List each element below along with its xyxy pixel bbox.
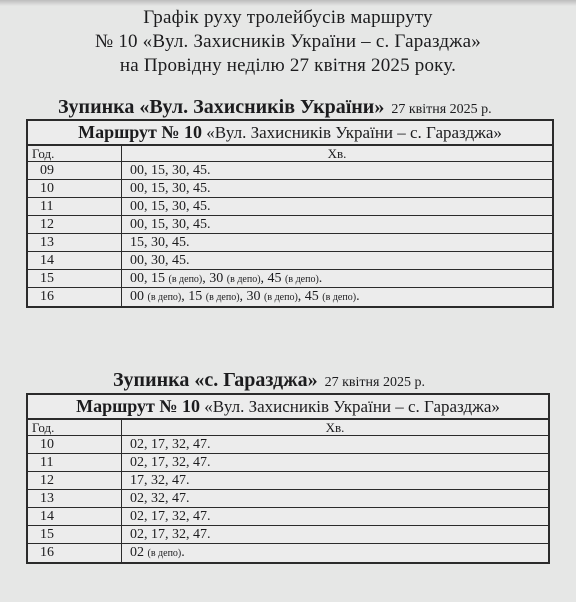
table-row: [28, 234, 552, 252]
hour-cell: 14: [28, 252, 122, 269]
hour-cell: 12: [28, 472, 122, 489]
hour-cell: 14: [28, 508, 122, 525]
table-row: [28, 162, 552, 180]
column-header-hour: Год.: [28, 420, 122, 435]
hour-cell: 10: [28, 180, 122, 197]
table-row: [28, 526, 548, 544]
table-row: [28, 490, 548, 508]
minutes-cell: 17, 32, 47.: [130, 473, 190, 488]
page-header: [0, 6, 576, 78]
header-line-3: на Провідну неділю 27 квітня 2025 року.: [119, 55, 457, 76]
minutes-cell: 02, 17, 32, 47.: [130, 509, 211, 524]
minutes-cell: 00 (в депо), 15 (в депо), 30 (в депо), 45 (в депо).: [130, 289, 360, 304]
stop-date: 27 квітня 2025 р.: [324, 375, 425, 390]
hour-cell: 09: [28, 162, 122, 179]
header-line-1: Графік руху тролейбусів маршруту: [143, 7, 433, 28]
table-header-row: [28, 420, 548, 436]
stop-title-2: [113, 369, 425, 392]
minutes-cell: 02, 17, 32, 47.: [130, 437, 211, 452]
route-number: Маршрут № 10: [76, 396, 200, 416]
table-row: [28, 472, 548, 490]
minutes-cell: 00, 15, 30, 45.: [130, 217, 211, 232]
table-row: [28, 454, 548, 472]
table-row: [28, 544, 548, 562]
minutes-cell: 00, 15, 30, 45.: [130, 163, 211, 178]
minutes-cell: 02, 17, 32, 47.: [130, 455, 211, 470]
hour-cell: 15: [28, 526, 122, 543]
table-row: [28, 180, 552, 198]
minutes-cell: 15, 30, 45.: [130, 235, 190, 250]
table-row: [28, 198, 552, 216]
minutes-cell: 00, 15, 30, 45.: [130, 199, 211, 214]
column-header-hour: Год.: [28, 146, 122, 161]
route-header: [28, 395, 548, 420]
minutes-cell: 00, 15 (в депо), 30 (в депо), 45 (в депо).: [130, 271, 323, 286]
route-header: [28, 121, 552, 146]
hour-cell: 16: [28, 288, 122, 306]
hour-cell: 10: [28, 436, 122, 453]
table-row: [28, 288, 552, 306]
route-name: «Вул. Захисників України – с. Гаразджа»: [206, 123, 502, 142]
minutes-cell: 00, 30, 45.: [130, 253, 190, 268]
hour-cell: 15: [28, 270, 122, 287]
minutes-cell: 02 (в депо).: [130, 545, 185, 560]
route-name: «Вул. Захисників України – с. Гаразджа»: [204, 397, 500, 416]
table-row: [28, 436, 548, 454]
hour-cell: 13: [28, 490, 122, 507]
column-header-minutes: Хв.: [327, 146, 347, 161]
stop-name: Зупинка «Вул. Захисників України»: [58, 96, 385, 118]
table-row: [28, 216, 552, 234]
hour-cell: 13: [28, 234, 122, 251]
route-number: Маршрут № 10: [78, 122, 202, 142]
minutes-cell: 00, 15, 30, 45.: [130, 181, 211, 196]
schedule-table-2: [26, 393, 550, 564]
minutes-cell: 02, 17, 32, 47.: [130, 527, 211, 542]
table-row: [28, 270, 552, 288]
minutes-cell: 02, 32, 47.: [130, 491, 190, 506]
hour-cell: 16: [28, 544, 122, 562]
table-header-row: [28, 146, 552, 162]
table-row: [28, 508, 548, 526]
column-header-minutes: Хв.: [325, 420, 345, 435]
stop-title-1: [58, 96, 492, 119]
stop-name: Зупинка «с. Гаразджа»: [113, 369, 318, 391]
hour-cell: 11: [28, 454, 122, 471]
hour-cell: 12: [28, 216, 122, 233]
stop-date: 27 квітня 2025 р.: [391, 102, 492, 117]
header-line-2: № 10 «Вул. Захисників України – с. Гаразджа»: [95, 31, 481, 52]
table-row: [28, 252, 552, 270]
hour-cell: 11: [28, 198, 122, 215]
schedule-table-1: [26, 119, 554, 308]
